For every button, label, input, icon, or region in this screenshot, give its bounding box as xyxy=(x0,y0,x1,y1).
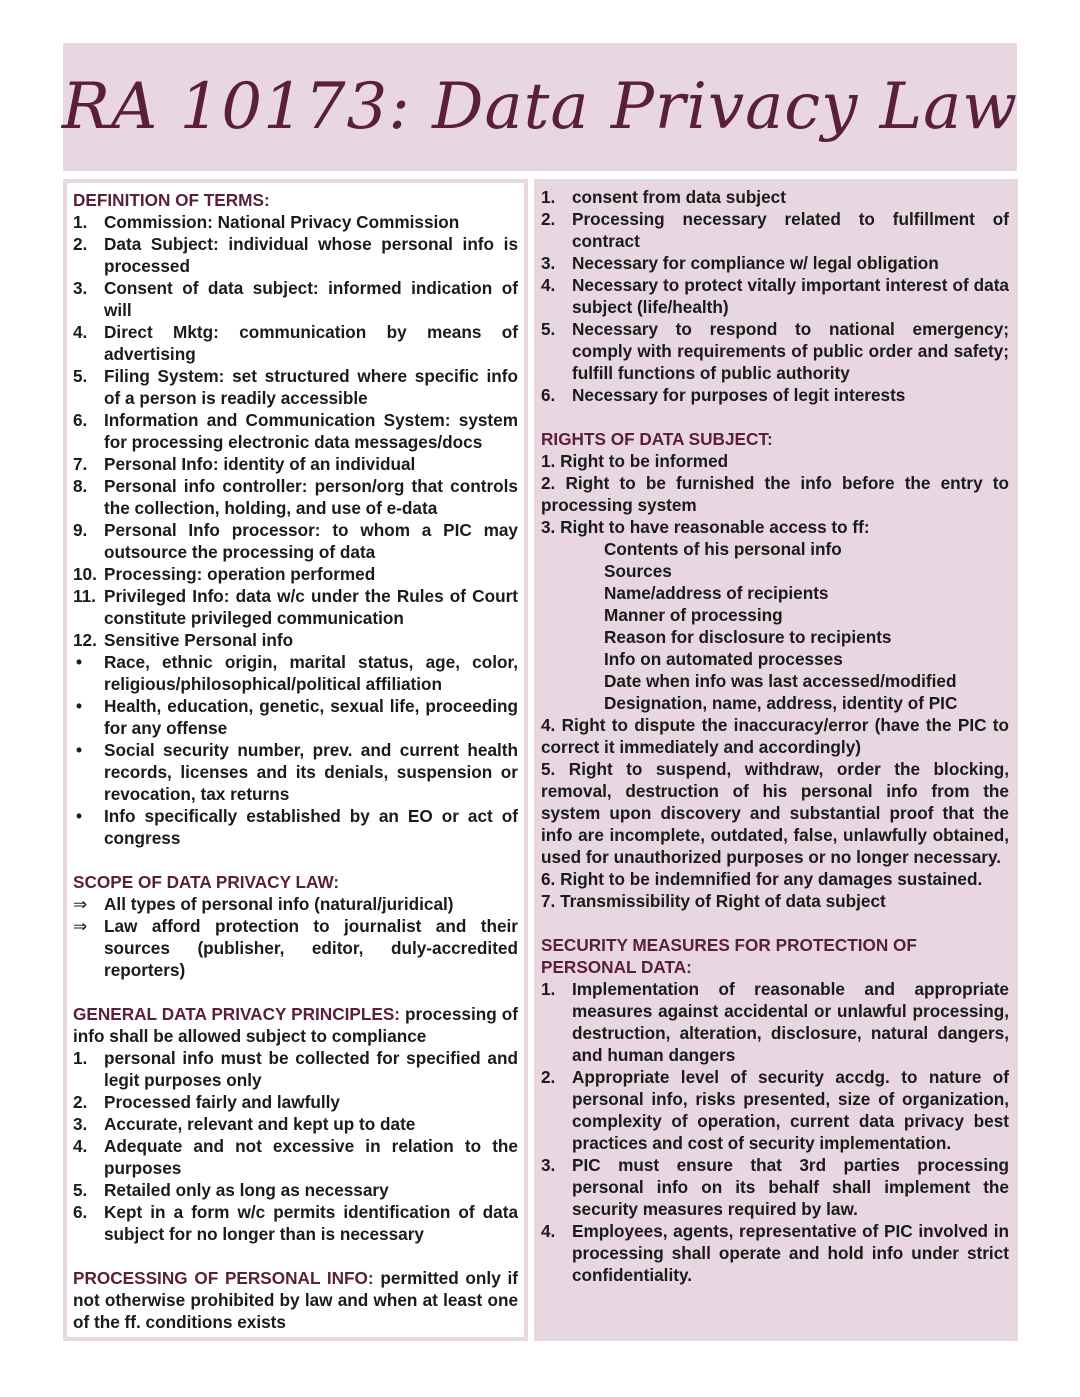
principles-list xyxy=(73,1047,518,1245)
list-item: 3. Necessary for compliance w/ legal obligation xyxy=(541,253,939,273)
scope-section xyxy=(73,871,518,981)
sub-item: Sources xyxy=(604,561,672,581)
principles-section xyxy=(73,1003,518,1245)
list-item: 2. Processing necessary related to fulfillment of contract xyxy=(541,209,1009,251)
rights-heading: RIGHTS OF DATA SUBJECT: xyxy=(541,429,773,449)
bullet-icon: • xyxy=(76,740,83,760)
list-item: 3. Right to have reasonable access to ff: xyxy=(541,517,870,537)
definition-section xyxy=(73,189,518,849)
list-item: ⇒ All types of personal info (natural/juridical) xyxy=(73,894,454,914)
list-item: 6. Kept in a form w/c permits identification of data subject for no longer than is necessary xyxy=(73,1202,518,1244)
security-section xyxy=(541,934,1009,1286)
list-item: 3. Consent of data subject: informed indication of will xyxy=(73,278,518,320)
list-item: 5. Retailed only as long as necessary xyxy=(73,1180,389,1200)
list-item: 7. Transmissibility of Right of data subject xyxy=(541,891,886,911)
sub-item: Date when info was last accessed/modified xyxy=(604,671,957,691)
definition-list xyxy=(73,211,518,651)
security-list xyxy=(541,978,1009,1286)
list-item: 5. Filing System: set structured where specific info of a person is readily accessible xyxy=(73,366,518,408)
page-title: RA 10173: Data Privacy Law xyxy=(61,70,1019,144)
list-item: 1. consent from data subject xyxy=(541,187,786,207)
list-item: 11. Privileged Info: data w/c under the Rules of Court constitute privileged communication xyxy=(73,586,518,628)
list-item: 6. Right to be indemnified for any damages sustained. xyxy=(541,869,983,889)
rights-list-continued xyxy=(541,714,1009,912)
list-item: 5. Necessary to respond to national emergency; comply with requirements of public order and safety; fulfill functions of public authority xyxy=(541,319,1009,383)
list-item: 4. Employees, agents, representative of PIC involved in processing shall operate and hold info under strict confidentiality. xyxy=(541,1221,1009,1285)
bullet-item: • Social security number, prev. and current health records, licenses and its denials, suspension or revocation, tax returns xyxy=(76,740,518,804)
bullet-item: • Health, education, genetic, sexual life, proceeding for any offense xyxy=(76,696,518,738)
list-item: 8. Personal info controller: person/org that controls the collection, holding, and use of e-data xyxy=(73,476,518,518)
arrow-right-icon: ⇒ xyxy=(73,916,88,936)
definition-heading: DEFINITION OF TERMS: xyxy=(73,190,270,210)
scope-heading: SCOPE OF DATA PRIVACY LAW: xyxy=(73,872,340,892)
bullet-item: • Race, ethnic origin, marital status, age, color, religious/philosophical/political affiliation xyxy=(76,652,518,694)
list-item: 1. Commission: National Privacy Commission xyxy=(73,212,460,232)
list-item: 5. Right to suspend, withdraw, order the blocking, removal, destruction of his personal info from the system upon discovery and substantial proof that the info are incomplete, outdated, false, unlawfully obtained, used for unauthorized purposes or no longer necessary. xyxy=(541,759,1009,867)
list-item: 4. Direct Mktg: communication by means of advertising xyxy=(73,322,518,364)
list-item: 2. Processed fairly and lawfully xyxy=(73,1092,340,1112)
list-item: 1. Implementation of reasonable and appropriate measures against accidental or unlawful processing, destruction, alteration, disclosure, natural dangers, and human dangers xyxy=(541,979,1009,1065)
bullet-icon: • xyxy=(76,652,83,672)
list-item: 4. Adequate and not excessive in relation to the purposes xyxy=(73,1136,518,1178)
list-item: 4. Necessary to protect vitally important interest of data subject (life/health) xyxy=(541,275,1009,317)
processing-heading-section xyxy=(73,1267,518,1333)
left-column xyxy=(63,179,528,1341)
bullet-icon: • xyxy=(76,696,83,716)
right-column xyxy=(534,179,1018,1341)
list-item: 2. Data Subject: individual whose personal info is processed xyxy=(73,234,518,276)
list-item: ⇒ Law afford protection to journalist and their sources (publisher, editor, duly-accredited reporters) xyxy=(73,916,518,980)
list-item: 6. Necessary for purposes of legit interests xyxy=(541,385,906,405)
list-item: 4. Right to dispute the inaccuracy/error (have the PIC to correct it immediately and accordingly) xyxy=(541,715,1009,757)
list-item: 12. Sensitive Personal info xyxy=(73,630,294,650)
list-item: 10. Processing: operation performed xyxy=(73,564,376,584)
list-item: 9. Personal Info processor: to whom a PIC may outsource the processing of data xyxy=(73,520,518,562)
processing-conditions-list xyxy=(541,186,1009,406)
bullet-icon: • xyxy=(76,806,83,826)
security-heading: SECURITY MEASURES FOR PROTECTION OF PERSONAL DATA: xyxy=(541,935,917,977)
sub-item: Reason for disclosure to recipients xyxy=(604,627,892,647)
sub-item: Contents of his personal info xyxy=(604,539,842,559)
access-sublist xyxy=(541,538,1009,714)
principles-heading: GENERAL DATA PRIVACY PRINCIPLES: processing of info shall be allowed subject to compliance xyxy=(73,1004,518,1046)
list-item: 7. Personal Info: identity of an individual xyxy=(73,454,416,474)
list-item: 1. personal info must be collected for specified and legit purposes only xyxy=(73,1048,518,1090)
sensitive-info-list xyxy=(73,651,518,849)
list-item: 3. PIC must ensure that 3rd parties processing personal info on its behalf shall implement the security measures required by law. xyxy=(541,1155,1009,1219)
sub-item: Info on automated processes xyxy=(604,649,843,669)
sub-item: Manner of processing xyxy=(604,605,783,625)
list-item: 6. Information and Communication System: system for processing electronic data messages/docs xyxy=(73,410,518,452)
rights-list xyxy=(541,450,1009,538)
list-item: 2. Right to be furnished the info before the entry to processing system xyxy=(541,473,1009,515)
bullet-item: • Info specifically established by an EO or act of congress xyxy=(76,806,518,848)
list-item: 1. Right to be informed xyxy=(541,451,729,471)
list-item: 3. Accurate, relevant and kept up to date xyxy=(73,1114,416,1134)
processing-conditions-section xyxy=(541,186,1009,406)
list-item: 2. Appropriate level of security accdg. to nature of personal info, risks presented, size of organization, complexity of operation, current data privacy best practices and cost of security implementation. xyxy=(541,1067,1009,1153)
sub-item: Name/address of recipients xyxy=(604,583,829,603)
arrow-right-icon: ⇒ xyxy=(73,894,88,914)
sub-item: Designation, name, address, identity of PIC xyxy=(604,693,958,713)
scope-list xyxy=(73,893,518,981)
processing-heading: PROCESSING OF PERSONAL INFO: permitted only if not otherwise prohibited by law and when at least one of the ff. conditions exists xyxy=(73,1268,519,1332)
title-banner xyxy=(63,43,1017,171)
rights-section xyxy=(541,428,1009,912)
